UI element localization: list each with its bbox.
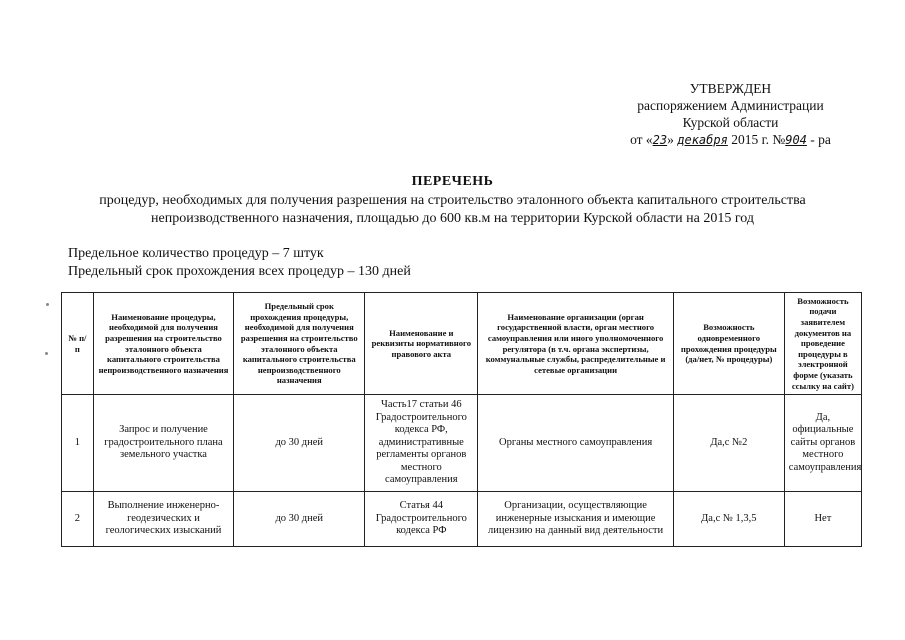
cell-organization: Организации, осуществляющие инженерные изыскания и имеющие лицензию на данный вид деятельности	[478, 492, 674, 547]
header-organization: Наименование организации (орган государственной власти, орган местного самоуправления или иного уполномоченного регулятора (в т.ч. органа экспертизы, коммунальные службы, распределительные и сетевые организации	[478, 293, 674, 395]
cell-electronic: Да, официальные сайты органов местного самоуправления	[784, 395, 861, 492]
header-term: Предельный срок прохождения процедуры, необходимой для получения разрешения на строительство эталонного объекта капитального строительства непроизводственного назначения	[234, 293, 365, 395]
cell-num: 2	[62, 492, 94, 547]
cell-simultaneous: Да,с №2	[673, 395, 784, 492]
approval-heading: УТВЕРЖДЕН	[689, 81, 772, 96]
header-num: № п/п	[62, 293, 94, 395]
header-legal-act: Наименование и реквизиты нормативного правового акта	[365, 293, 478, 395]
scan-mark	[45, 352, 48, 355]
subtitle-line-1: процедур, необходимых для получения разрешения на строительство эталонного объекта капитального строительства	[99, 193, 806, 208]
approval-month: декабря	[677, 133, 728, 147]
table-header-row	[62, 293, 862, 395]
cell-term: до 30 дней	[234, 492, 365, 547]
approval-day: 23	[652, 133, 668, 147]
header-procedure-name: Наименование процедуры, необходимой для получения разрешения на строительство эталонного объекта капитального строительства непроизводственного назначения	[93, 293, 234, 395]
cell-electronic: Нет	[784, 492, 861, 547]
date-prefix: от «	[630, 132, 653, 147]
approval-authority: распоряжением Администрации	[637, 98, 824, 113]
date-mid: »	[667, 132, 678, 147]
approval-number: 904	[785, 133, 807, 147]
cell-procedure-name: Запрос и получение градостроительного плана земельного участка	[93, 395, 234, 492]
table-row	[62, 492, 862, 547]
cell-term: до 30 дней	[234, 395, 365, 492]
limits-block	[68, 245, 411, 281]
approval-region: Курской области	[682, 115, 779, 130]
subtitle-line-2: непроизводственного назначения, площадью до 600 кв.м на территории Курской области на 2015 год	[151, 211, 754, 226]
cell-num: 1	[62, 395, 94, 492]
header-electronic: Возможность подачи заявителем документов на проведение процедуры в электронной форме (указать ссылку на сайт)	[784, 293, 861, 395]
procedure-count-limit: Предельное количество процедур – 7 штук	[68, 246, 324, 261]
date-year: 2015 г. №	[727, 132, 786, 147]
approval-stamp	[598, 80, 863, 149]
date-suffix: - ра	[806, 132, 831, 147]
header-simultaneous: Возможность одновременного прохождения процедуры (да/нет, № процедуры)	[673, 293, 784, 395]
document-title: ПЕРЕЧЕНЬ	[411, 174, 494, 189]
scan-mark	[46, 303, 49, 306]
procedure-term-limit: Предельный срок прохождения всех процедур – 130 дней	[68, 264, 411, 279]
approval-date	[598, 131, 863, 149]
cell-organization: Органы местного самоуправления	[478, 395, 674, 492]
cell-procedure-name: Выполнение инженерно-геодезических и геологических изысканий	[93, 492, 234, 547]
cell-legal-act: Часть17 статьи 46 Градостроительного кодекса РФ, административные регламенты органов местного самоуправления	[365, 395, 478, 492]
cell-simultaneous: Да,с № 1,3,5	[673, 492, 784, 547]
document-subtitle	[0, 192, 905, 228]
procedures-table	[61, 292, 862, 547]
table-row	[62, 395, 862, 492]
cell-legal-act: Статья 44 Градостроительного кодекса РФ	[365, 492, 478, 547]
